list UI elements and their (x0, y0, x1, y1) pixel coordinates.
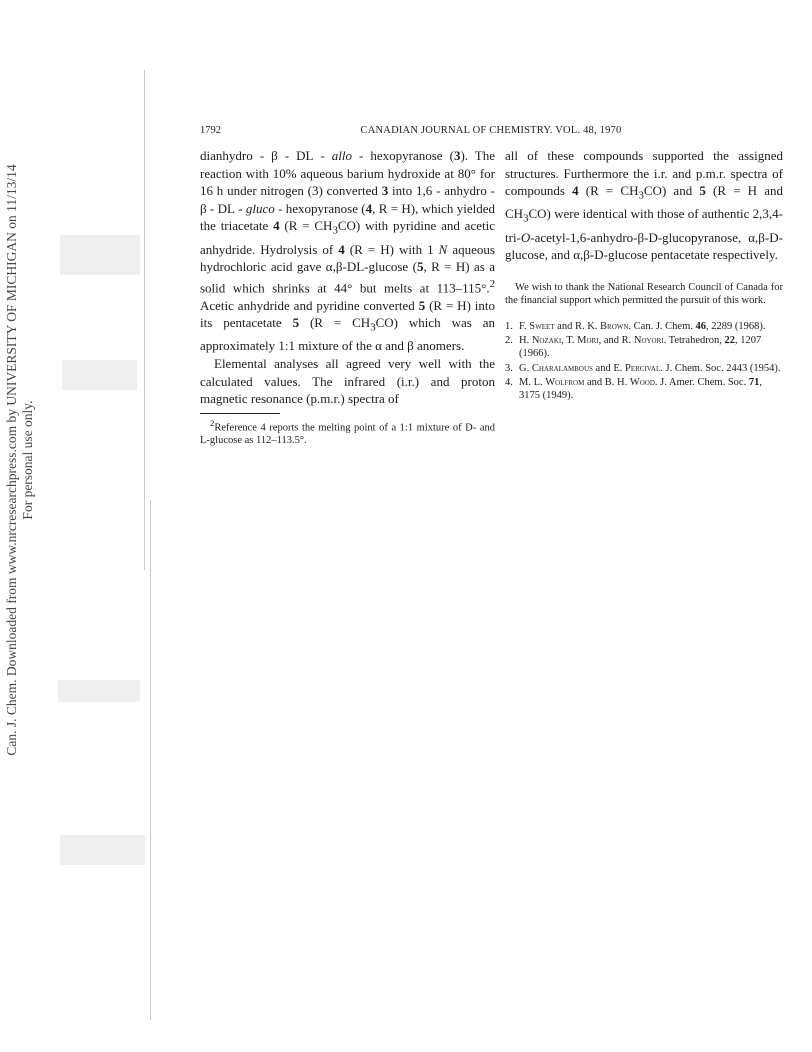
acknowledgment: We wish to thank the National Research Council of Canada for the financial support which permitted the pursuit of this work. (505, 281, 783, 306)
body-paragraph: all of these compounds supported the assigned structures. Furthermore the i.r. and p.m.r. spectra of compounds 4 $(R = CH_3CO)$ and 5 (R = H and $CH_3CO$) were identical with those of authentic 2,3,4-tri-O-acetyl-1,6-anhydro-β-D-glucopyranose, α,β-D-glucose, and α,β-D-glucose pentacetate respectively. (505, 148, 783, 263)
reference-item: 2. H. Nozaki, T. Mori, and R. Noyori. Tetrahedron, 22, 1207 (1966). (505, 335, 762, 359)
page-number: 1792 (200, 125, 221, 136)
scan-edge-line (150, 500, 151, 1020)
scan-smudge (62, 360, 137, 390)
scan-smudge (58, 680, 140, 702)
scan-smudge (60, 835, 145, 865)
reference-item: 3. G. Charalambous and E. Percival. J. Chem. Soc. 2443 (1954). (505, 362, 781, 374)
journal-title: CANADIAN JOURNAL OF CHEMISTRY. VOL. 48, 1970 (360, 125, 622, 136)
right-column (505, 147, 783, 404)
footnote: $^2$Reference 4 reports the melting point of a 1:1 mixture of D- and L-glucose as 112–113.5°. (200, 417, 495, 447)
footnote-rule (200, 413, 280, 414)
scan-smudge (60, 235, 140, 275)
download-watermark (4, 100, 40, 820)
body-paragraph: dianhydro - β - DL - allo - hexopyranose (3). The reaction with 10% aqueous barium hydroxide at 80° for 16 h under nitrogen (3) converted 3 into 1,6 - anhydro - β - DL - gluco - hexopyranose (4, R = H), which yielded the triacetate 4 $(R = CH_3CO)$ with pyridine and acetic anhydride. Hydrolysis of 4 (R = H) with 1 N aqueous hydrochloric acid gave α,β-DL-glucose (5, R = H) as a solid which shrinks at 44° but melts at 113–115°.$^2$ Acetic anhydride and pyridine converted 5 (R = H) into its pentacetate 5 $(R = CH_3CO)$ which was an approximately 1:1 mixture of the α and β anomers. (200, 148, 496, 354)
reference-item: 4. M. L. Wolfrom and B. H. Wood. J. Amer. Chem. Soc. 71, 3175 (1949). (505, 377, 762, 401)
watermark-line: For personal use only. (20, 400, 35, 520)
running-header (200, 125, 782, 139)
scan-edge-line (144, 70, 145, 570)
body-paragraph: Elemental analyses all agreed very well with the calculated values. The infrared (i.r.) and proton magnetic resonance (p.m.r.) spectra of (200, 356, 495, 407)
reference-item: 1. F. Sweet and R. K. Brown. Can. J. Chem. 46, 2289 (1968). (505, 320, 766, 332)
left-column (200, 147, 495, 447)
watermark-line: Can. J. Chem. Downloaded from www.nrcresearchpress.com by UNIVERSITY OF MICHIGAN on 11/13/14 (4, 164, 19, 756)
reference-list (505, 321, 783, 403)
